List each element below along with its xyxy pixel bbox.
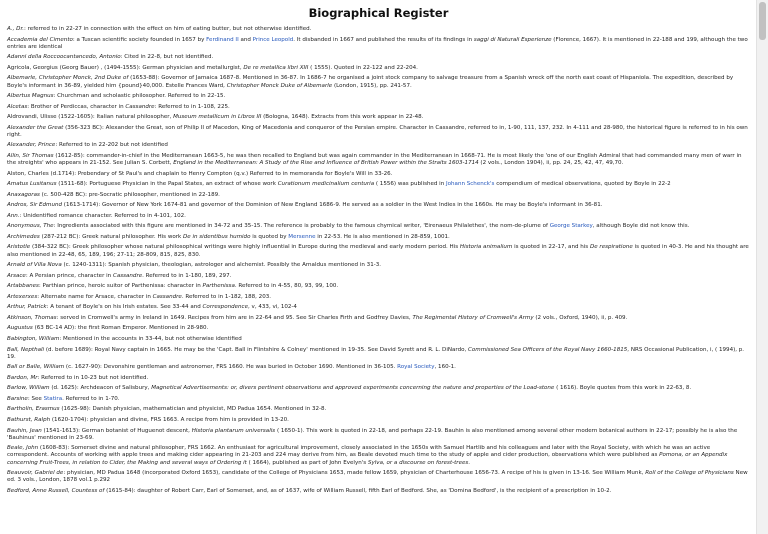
entry-italic-text: Arsace xyxy=(7,272,26,279)
entry-text: . xyxy=(468,459,471,466)
entry-text: (d. 1625): Archdeacon of Salisbury, xyxy=(49,385,152,392)
entry-text: (384-322 BC): Greek philosopher whose natural philosophical writings were highly influential in Europe during the medieval and early modern period. His xyxy=(30,244,460,251)
entry-italic-text: Cassandre xyxy=(125,103,155,110)
register-entry xyxy=(7,93,750,100)
register-entry xyxy=(7,406,750,413)
register-entry xyxy=(7,396,750,403)
page-title: Biographical Register xyxy=(308,6,449,20)
entry-text: : Brother of Perdiccas, character in xyxy=(27,103,126,110)
entry-text: : A Persian prince, character in xyxy=(25,272,113,279)
entry-text: : Churchman and scholastic philosopher. Referred to in 22-15. xyxy=(53,93,226,100)
entry-text: is quoted in 40-3. He and his thought are also mentioned in 22-48, 65, 189, 196; 27-11; 28-809, 815, 825, 830. xyxy=(7,244,749,258)
entry-italic-text: Arthur, Patrick xyxy=(7,304,47,311)
entry-text: : Alternate name for Arsace, character in xyxy=(37,293,153,300)
entry-text: (1613-1714): Governor of New York 1674-81 and governor of the Dominion of New England 1686-9. He served as a soldier in the West Indies in the 1660s. He may be Boyle's informant in 36-81. xyxy=(62,202,603,209)
register-entry xyxy=(7,181,750,188)
entry-text: (1511-68): Portuguese Physician in the Papal States, an extract of whose work xyxy=(56,181,278,188)
entry-text: (2 vols., London 1904), ii, pp. 24, 25, 42, 47, 49,70. xyxy=(478,160,624,167)
entry-text: : served in Cromwell's army in Ireland in 1649. Recipes from him are in 22-64 and 95. See Sir Charles Firth and Godfrey Davies, xyxy=(56,314,413,321)
entry-text: : physician, MD Padua 1648 (incorporated Oxford 1653), candidate of the College of Physicians 1653, made fellow 1659, physician of Charterhouse 1656-73. A recipe of his is given in 13-16. See William Munk, xyxy=(63,470,646,477)
entry-italic-text: Anaxagoras xyxy=(7,191,40,198)
register-entry xyxy=(7,75,750,89)
entry-text: . Referred to in 4-55, 80, 93, 99, 100. xyxy=(234,283,339,290)
entry-text: Agricola, Georgius (Georg Bauer) , (1494-1555): German physician and metallurgist, xyxy=(7,64,244,71)
register-entry xyxy=(7,488,750,495)
entry-italic-text: Albertus Magnus xyxy=(7,93,54,100)
entry-text: (London, 1915), pp. 241-57. xyxy=(332,82,412,89)
entry-text: (1625-98): Danish physician, mathematician and physicist, MD Padua 1654. Mentioned in 32-8. xyxy=(59,406,327,413)
entry-text: (Florence, 1667). It is mentioned in 22-188 and 199, although the two entries are identical xyxy=(7,36,748,50)
entry-text: (c. 1240-1311): Spanish physician, theologian, astrologer and alchemist. Possibly the Arnaldus mentioned in 31-3. xyxy=(61,262,382,269)
entry-text: . Referred to in 1-70. xyxy=(62,395,120,402)
entry-italic-text: Pomona, or an Appendix concerning Fruit-Trees, in relation to Cider, the Making and several ways of Ordering it xyxy=(7,452,728,466)
register-entry xyxy=(7,375,750,382)
entry-text: : Unidentified romance character. Referred to in 4-101, 102. xyxy=(19,212,186,219)
entry-italic-text: Amatus Lusitanus xyxy=(7,181,57,188)
entry-text: ( 1555). Quoted in 22-122 and 22-204. xyxy=(308,64,418,71)
entry-text: (d. before 1689): Royal Navy captain in 1665. He may be the 'Capt. Ball in Flintshire & Colney' mentioned in 19-35. See David Syrett and R. L. DiNardo, xyxy=(44,346,469,353)
cross-reference-link[interactable]: Mersenne xyxy=(288,233,316,240)
entry-text: (1612-85): commander-in-chief in the Mediterranean 1663-5, he was then recalled to England but was again commander in the Mediterranean in 1668-71. He is most likely the 'one of our English Admiral that had commanded many men of warr in the streights' who appears in 21-152. See Julian S. Corbett, xyxy=(7,152,742,167)
entry-text: , 160-1. xyxy=(434,364,456,371)
entry-text: : Cited in 22-8, but not identified. xyxy=(120,54,214,61)
entry-text: (1620-1704): physician and divine, FRS 1663. A recipe from him is provided in 13-20. xyxy=(50,416,289,423)
entry-text: New ed. 3 vols., London, 1878 vol.1 p.292 xyxy=(7,470,748,484)
entry-italic-text: Archimedes xyxy=(7,233,40,240)
entry-text: (356-323 BC): Alexander the Great, son of Philip II of Macedon, King of Macedonia and conqueror of the Persian empire. Character in Cassandre, referred to in, 1-90, 111, 137, 232. In 4-111 and 28-980, the historical figure is referred to in his own right. xyxy=(7,124,748,138)
entry-text: : referred to in 22-27 in connection with the effect on him of eating butter, but not otherwise identified. xyxy=(24,26,312,32)
entry-text: ( 1616). Boyle quotes from this work in 22-63, 8. xyxy=(554,385,692,392)
cross-reference-link[interactable]: Johann Schenck's xyxy=(446,181,495,188)
register-entry xyxy=(7,114,750,121)
entry-italic-text: Roll of the College of Physicians xyxy=(645,470,734,477)
entry-italic-text: Beauvoir, Gabriel de xyxy=(7,470,64,477)
entry-text: (1615-84): daughter of Robert Carr, Earl of Somerset, and, as of 1637, wife of William Russell, fifth Earl of Bedford. She, as 'Domina Bedford', is the recipient of a prescription in 10-2. xyxy=(104,487,612,494)
entry-italic-text: Correspondence xyxy=(202,304,249,311)
entry-text: ( 1556) was published in xyxy=(374,181,446,188)
entry-list xyxy=(7,26,750,495)
register-entry xyxy=(7,417,750,424)
register-entry xyxy=(7,304,750,311)
entry-text: (1541-1613): German botanist of Huguenot descent, xyxy=(41,427,192,434)
entry-text: : Ingredients associated with this figure are mentioned in 34-72 and 35-15. The reference is probably to the famous chymical writer, 'Eirenaeus Philalethes', the nom-de-plume of xyxy=(53,223,550,230)
entry-italic-text: Ann. xyxy=(7,212,20,219)
entry-text: : Referred to in 1-108, 225. xyxy=(154,103,230,110)
register-entry xyxy=(7,234,750,241)
entry-italic-text: Artabbanes xyxy=(7,283,39,290)
entry-text: ( 1650-1). This work is quoted in 22-18, and perhaps 22-19. Bauhin is also mentioned among several other modern botanical authors in 22-17; possibly he is also the 'Bauhinus' mentioned in 23-69. xyxy=(7,427,738,441)
entry-italic-text: Atkinson, Thomas xyxy=(7,314,57,321)
entry-text: (2 vols., Oxford, 1940), ii, p. 409. xyxy=(533,314,628,321)
register-entry xyxy=(7,213,750,220)
entry-text: in 22-53. He is also mentioned in 28-859, 1001. xyxy=(315,233,450,240)
entry-text: . Referred to in 1-182, 188, 203. xyxy=(181,293,272,300)
entry-italic-text: Bedford, Anne Russell, Countess of xyxy=(7,487,105,494)
register-entry xyxy=(7,244,750,258)
entry-italic-text: Artexerxes xyxy=(7,293,38,300)
entry-text: : Mentioned in the accounts in 33-44, but not otherwise identified xyxy=(59,336,242,342)
entry-text: , v, 433, vi, 102-4 xyxy=(248,304,297,311)
register-entry xyxy=(7,65,750,72)
register-entry xyxy=(7,125,750,139)
entry-italic-text: Augustus xyxy=(7,325,33,332)
entry-text: : See xyxy=(27,395,44,402)
entry-text: is quoted in 22-17, and his xyxy=(512,244,590,251)
cross-reference-link[interactable]: Prince Leopold xyxy=(252,36,294,43)
register-entry xyxy=(7,54,750,61)
entry-text: (c. 500-428 BC): pre-Socratic philosopher, mentioned in 22-189. xyxy=(39,191,220,198)
entry-text: : A tenant of Boyle's on his Irish estates. See 33-44 and xyxy=(46,304,203,311)
entry-text: (287-212 BC): Greek natural philosopher. His work xyxy=(39,233,184,240)
entry-italic-text: Cassandre xyxy=(152,293,182,300)
register-entry xyxy=(7,385,750,392)
entry-italic-text: Aristotle xyxy=(7,244,31,251)
entry-text: (1608-83): Somerset divine and natural philosopher, FRS 1662. An enthusiast for agricultural improvement, closely associated in the 1650s with Samuel Hartlib and his colleagues and later with the Royal Society, with which he was an active correspondent. Accounts of working with apple trees and making cider appearing in 21-203 and 224 may derive from him, as Beale devoted much time to the study of apple and cider production, observations which were published as xyxy=(7,445,711,459)
entry-italic-text: Alexander, Prince xyxy=(7,142,56,149)
entry-italic-text: Bardon, Mr xyxy=(7,374,38,381)
entry-italic-text: Bartholin, Erasmus xyxy=(7,406,60,413)
entry-italic-text: England in the Mediterranean: A Study of the Rise and Influence of British Power within the Straits 1603-1714 xyxy=(173,160,479,167)
entry-italic-text: Albemarle, Christopher Monck, 2nd Duke of xyxy=(7,75,129,82)
entry-italic-text: Parthenissa xyxy=(202,283,235,290)
entry-italic-text: Sylva, or a discourse on forest-trees xyxy=(367,459,469,466)
register-entry xyxy=(7,262,750,269)
entry-text: (1653-88): Governor of Jamaica 1687-8. Mentioned in 36-87. In 1686-7 he organised a joint stock company to salvage treasure from a Spanish wreck off the north east coast of Hispaniola. The expedition, described by Boyle's informant in 36-89, yielded him {pound}40,000. Estelle Frances Ward, xyxy=(7,75,734,89)
entry-text: and xyxy=(238,36,253,43)
entry-italic-text: Historia animalium xyxy=(459,244,513,251)
entry-italic-text: Arnald of Villa Nova xyxy=(7,262,62,269)
entry-italic-text: Bathurst, Ralph xyxy=(7,416,51,423)
entry-text: (Bologna, 1648). Extracts from this work appear in 22-48. xyxy=(261,114,424,121)
entry-text: Alston, Charles (d.1714): Prebendary of St Paul's and chaplain to Henry Compton (q.v.) Referred to in memoranda for Boyle's Will in 33-26. xyxy=(7,170,393,177)
entry-text: ( 1664), published as part of John Evelyn's xyxy=(246,459,368,466)
register-entry xyxy=(7,428,750,442)
register-entry xyxy=(7,223,750,230)
entry-text: compendium of medical observations, quoted by Boyle in 22-2 xyxy=(494,181,671,188)
register-entry xyxy=(7,283,750,290)
entry-italic-text: Alcetas xyxy=(7,103,28,110)
entry-italic-text: Commissioned Sea Officers of the Royal Navy 1660-1815 xyxy=(468,346,628,353)
entry-text: : Referred to in 22-202 but not identified xyxy=(55,142,168,149)
register-entry xyxy=(7,470,750,484)
scrollbar-thumb[interactable] xyxy=(759,2,766,40)
entry-italic-text: Accademia del Cimento xyxy=(7,36,73,43)
entry-italic-text: The Regimental History of Cromwell's Army xyxy=(412,314,534,321)
entry-italic-text: Adanni della Roccoocantancedo, Antonio xyxy=(7,54,121,61)
register-entry xyxy=(7,273,750,280)
entry-italic-text: Magnetical Advertisements: or, divers pertinent observations and approved experiments concerning the nature and properties of the Load-stone xyxy=(151,385,555,392)
entry-text: (c. 1627-90): Devonshire gentleman and astronomer, FRS 1660. He was buried in October 1690. Mentioned in 36-105. xyxy=(64,364,398,371)
entry-text: : a Tuscan scientific society founded in 1657 by xyxy=(72,36,207,43)
entry-italic-text: Beale, John xyxy=(7,445,39,452)
register-entry xyxy=(7,192,750,199)
entry-italic-text: Ball, Nepthali xyxy=(7,346,45,353)
register-entry xyxy=(7,171,750,178)
register-entry xyxy=(7,202,750,209)
register-entry xyxy=(7,153,750,167)
entry-italic-text: Museum metallicum in Libros III xyxy=(173,114,262,121)
cross-reference-link[interactable]: Statira xyxy=(43,395,63,402)
entry-italic-text: Curationum medicinalium centuria xyxy=(277,181,375,188)
entry-text: . Referred to in 1-180, 189, 297. xyxy=(142,272,232,279)
entry-text: : Parthian prince, heroic suitor of Parthenissa: character in xyxy=(38,283,203,290)
entry-italic-text: Allin, Sir Thomas xyxy=(7,152,54,159)
register-entry xyxy=(7,142,750,149)
entry-italic-text: Historia plantarum universalis xyxy=(191,427,276,434)
register-entry xyxy=(7,104,750,111)
register-entry xyxy=(7,294,750,301)
entry-text: , NRS Occasional Publication, i, ( 1994), p. 19. xyxy=(7,346,745,360)
entry-italic-text: Babington, William xyxy=(7,336,60,342)
cross-reference-link[interactable]: George Starkey xyxy=(549,223,593,230)
entry-italic-text: A., Dr. xyxy=(7,26,24,32)
entry-italic-text: saggi di Naturali Esperienze xyxy=(473,36,552,43)
entry-italic-text: Ball or Balle, William xyxy=(7,364,65,371)
entry-italic-text: Barsine xyxy=(7,395,28,402)
entry-italic-text: De re metallica libri XIII xyxy=(243,64,309,71)
entry-text: (63 BC-14 AD): the first Roman Emperor. Mentioned in 28-980. xyxy=(32,325,209,332)
cross-reference-link[interactable]: Royal Society xyxy=(397,364,435,371)
entry-italic-text: Barlow, William xyxy=(7,385,50,392)
entry-italic-text: Alexander the Great xyxy=(7,124,64,131)
entry-italic-text: Christopher Monck Duke of Albemarle xyxy=(226,82,333,89)
vertical-scrollbar[interactable] xyxy=(756,0,768,534)
entry-italic-text: Cassandre xyxy=(112,272,143,279)
register-entry xyxy=(7,445,750,466)
entry-text: , although Boyle did not know this. xyxy=(592,223,690,230)
entry-text: : Referred to in 10-23 but not identified. xyxy=(37,374,149,381)
entry-italic-text: Bauhin, Jean xyxy=(7,427,42,434)
entry-text: is quoted by xyxy=(250,233,289,240)
register-entry xyxy=(7,37,750,51)
register-entry xyxy=(7,347,750,361)
register-entry xyxy=(7,325,750,332)
entry-italic-text: De respiratione xyxy=(589,244,633,251)
register-entry xyxy=(7,26,750,33)
entry-italic-text: Andros, Sir Edmund xyxy=(7,202,63,209)
entry-text: . It disbanded in 1667 and published the results of its findings in xyxy=(293,36,474,43)
register-entry xyxy=(7,336,750,343)
entry-italic-text: De in sidentibus humido xyxy=(183,233,251,240)
entry-text: Aldrovandi, Ulisse (1522-1605): Italian natural philosopher, xyxy=(7,114,174,121)
entry-italic-text: Anonymous, The xyxy=(7,223,54,230)
register-entry xyxy=(7,364,750,371)
register-entry xyxy=(7,315,750,322)
cross-reference-link[interactable]: Ferdinand II xyxy=(206,36,239,43)
